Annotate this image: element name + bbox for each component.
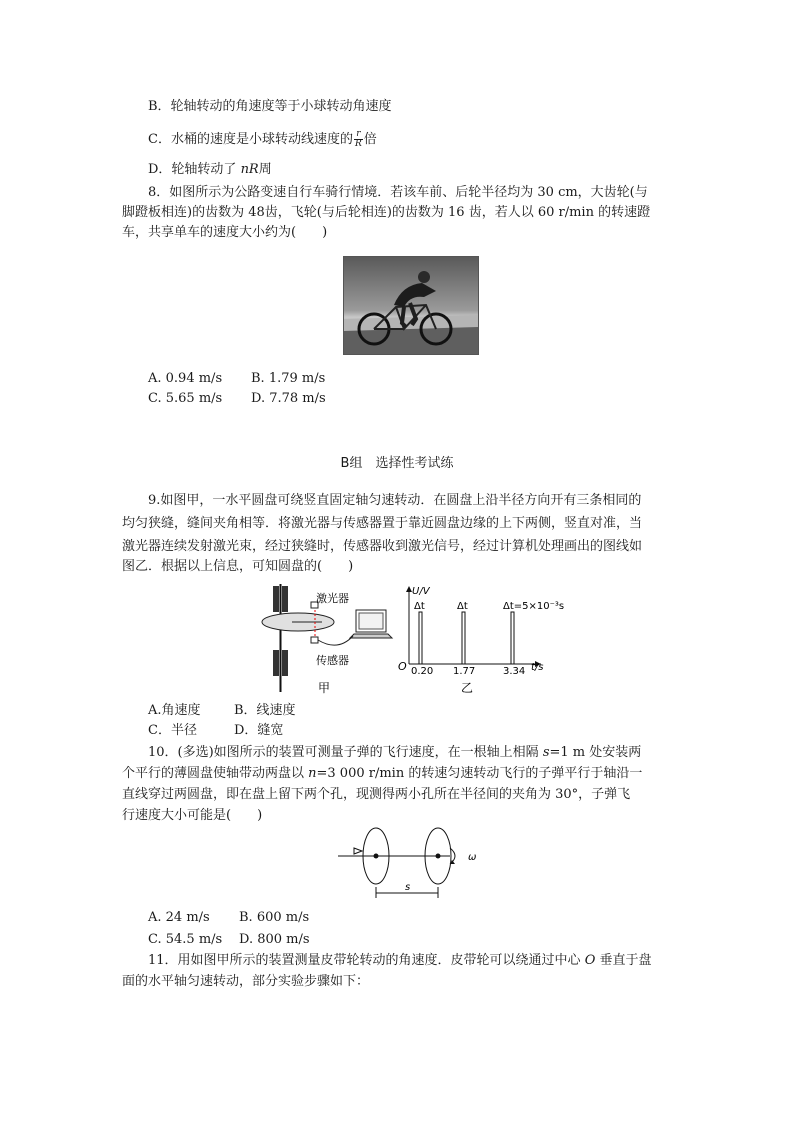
distance-label: s bbox=[405, 882, 411, 893]
q7-fraction: $\frac{r}{R}$ bbox=[354, 129, 362, 149]
q7-option-d: D．轮轴转动了 nR周 bbox=[148, 162, 272, 177]
q9-text-line1: 9.如图甲，一水平圆盘可绕竖直固定轴匀速转动．在圆盘上沿半径方向开有三条相同的 bbox=[148, 493, 642, 508]
q8-text-line1: 8．如图所示为公路变速自行车骑行情境．若该车前、后轮半径均为 30 cm，大齿轮(与 bbox=[148, 185, 648, 200]
q9-text-line2: 均匀狭缝，缝间夹角相等．将激光器与传感器置于靠近圆盘边缘的上下两侧，竖直对准，当 bbox=[122, 516, 643, 531]
q10-option-b: B. 600 m/s bbox=[239, 910, 310, 925]
section-title: B组 选择性考试练 bbox=[340, 456, 454, 471]
q10-text-line4: 行速度大小可能是( ) bbox=[122, 808, 263, 823]
q9-text-line4: 图乙．根据以上信息，可知圆盘的( ) bbox=[122, 559, 354, 574]
q8-text-line2: 脚蹬板相连)的齿数为 48齿，飞轮(与后轮相连)的齿数为 16 齿，若人以 60 r/min 的转速蹬 bbox=[122, 205, 651, 220]
origin-label: O bbox=[398, 660, 407, 673]
q11-text-line2: 面的水平轴匀速转动，部分实验步骤如下： bbox=[122, 974, 370, 989]
q9-text-line3: 激光器连续发射激光束，经过狭缝时，传感器收到激光信号，经过计算机处理画出的图线如 bbox=[122, 539, 643, 554]
q11-text-line1: 11．用如图甲所示的装置测量皮带轮转动的角速度．皮带轮可以绕通过中心 O 垂直于盘 bbox=[148, 953, 652, 968]
laser-body bbox=[273, 586, 279, 612]
q10-text-line1: 10．(多选)如图所示的装置可测量子弹的飞行速度，在一根轴上相隔 s=1 m 处安装两 bbox=[148, 745, 642, 760]
q9-option-d: D．缝宽 bbox=[234, 723, 284, 738]
tick-label-3: 3.34 bbox=[503, 666, 526, 677]
q10-option-a: A. 24 m/s bbox=[148, 910, 210, 925]
q9-figure-jia bbox=[258, 582, 398, 694]
omega-label: ω bbox=[468, 852, 477, 863]
q8-option-b: B. 1.79 m/s bbox=[251, 371, 326, 386]
q8-option-c: C. 5.65 m/s bbox=[148, 391, 223, 406]
tick-label-2: 1.77 bbox=[453, 666, 476, 677]
q9-figure-yi bbox=[395, 582, 565, 695]
q10-option-d: D. 800 m/s bbox=[239, 932, 310, 947]
label-laser: 激光器 bbox=[316, 592, 349, 605]
dt-label-2: Δt bbox=[457, 601, 468, 612]
label-sensor: 传感器 bbox=[316, 654, 349, 667]
q8-option-a: A. 0.94 m/s bbox=[148, 371, 223, 386]
bullet-arrow bbox=[354, 848, 362, 854]
q10-figure bbox=[334, 826, 494, 902]
dt-value-label: Δt=5×10⁻³s bbox=[503, 601, 565, 612]
cyclist-photo bbox=[343, 256, 479, 355]
q7-option-c: C．水桶的速度是小球转动线速度的 $\frac{r}{R}$ 倍 bbox=[148, 129, 377, 149]
y-axis-label: U/V bbox=[412, 586, 430, 597]
q10-text-line2: 个平行的薄圆盘使轴带动两盘以 n=3 000 r/min 的转速匀速转动飞行的子弹平行于轴沿一 bbox=[122, 766, 643, 781]
pulse-3 bbox=[511, 612, 514, 664]
q9-option-c: C．半径 bbox=[148, 723, 197, 738]
pulse-2 bbox=[462, 612, 465, 664]
label-jia: 甲 bbox=[318, 681, 331, 695]
pulse-1 bbox=[419, 612, 422, 664]
label-yi: 乙 bbox=[461, 681, 474, 695]
q9-option-b: B．线速度 bbox=[234, 703, 296, 718]
q8-option-d: D. 7.78 m/s bbox=[251, 391, 326, 406]
q7-option-b: B．轮轴转动的角速度等于小球转动角速度 bbox=[148, 99, 392, 114]
q10-text-line3: 直线穿过两圆盘，即在盘上留下两个孔，现测得两小孔所在半径间的夹角为 30°，子弹飞 bbox=[122, 787, 631, 802]
tick-label-1: 0.20 bbox=[411, 666, 434, 677]
q9-option-a: A.角速度 bbox=[148, 703, 201, 718]
q8-text-line3: 车，共享单车的速度大小约为( ) bbox=[122, 225, 328, 240]
dt-label-1: Δt bbox=[414, 601, 425, 612]
q10-option-c: C. 54.5 m/s bbox=[148, 932, 223, 947]
x-axis-label: t/s bbox=[531, 662, 544, 673]
